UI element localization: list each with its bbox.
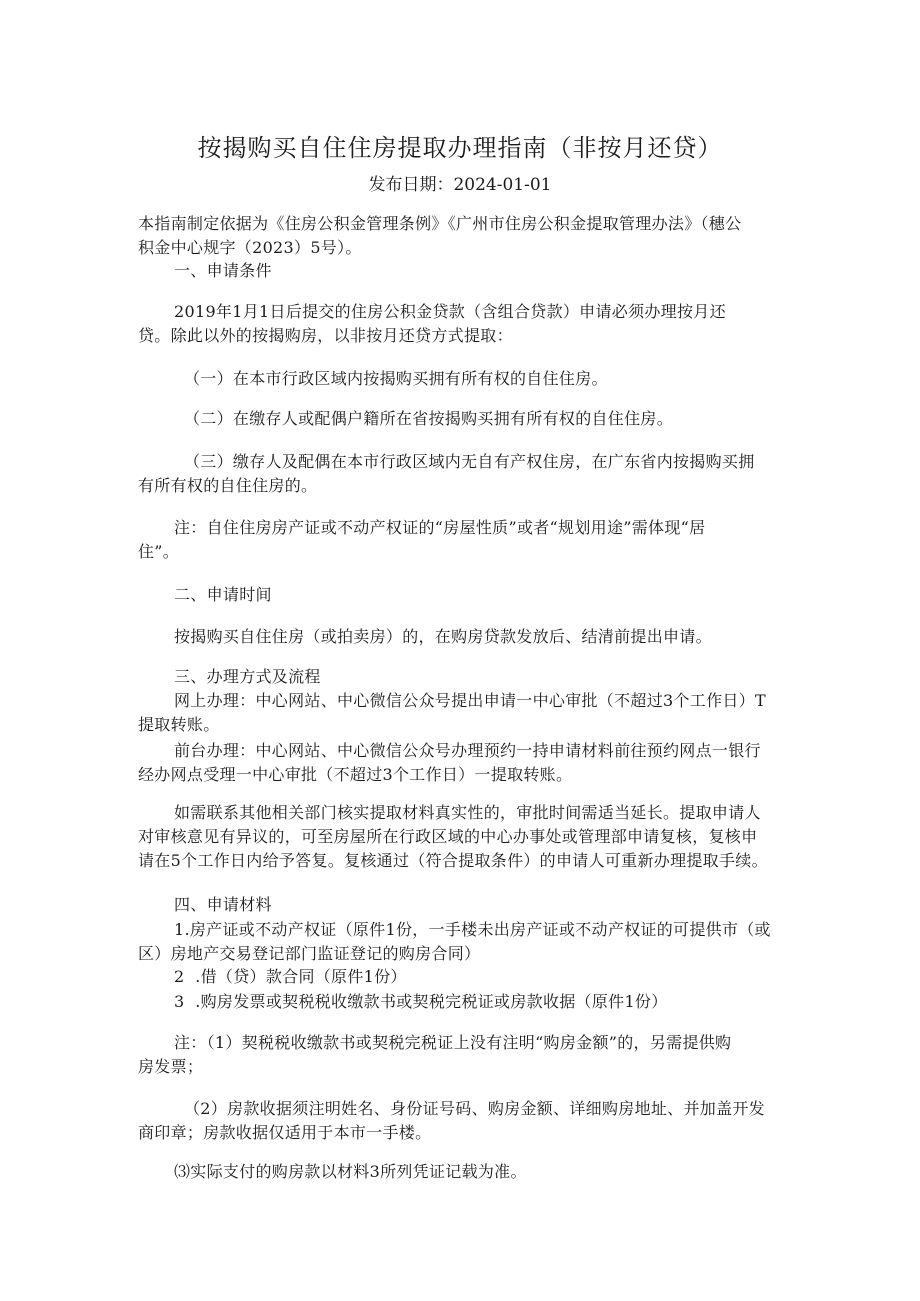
section4-note1-line-2: 房发票； bbox=[138, 1057, 204, 1076]
section1-note bbox=[138, 516, 798, 564]
basis-paragraph bbox=[138, 212, 798, 260]
section1-intro-line-2: 贷。除此以外的按揭购房，以非按月还贷方式提取： bbox=[138, 326, 513, 345]
section1-note-line-1: 注：自住住房房产证或不动产权证的“房屋性质”或者“规划用途”需体现“居 bbox=[174, 518, 706, 537]
section4-heading: 四、申请材料 bbox=[174, 895, 272, 914]
section3-counter-line-2: 经办网点受理一中心审批（不超过3个工作日）一提取转账。 bbox=[138, 765, 573, 784]
publish-date: 发布日期：2024-01-01 bbox=[368, 175, 552, 195]
section3-online-line-1: 网上办理：中心网站、中心微信公众号提出申请一中心审批（不超过3个工作日）T bbox=[174, 691, 766, 710]
section1-item3-line-2: 有所有权的自住住房的。 bbox=[138, 476, 318, 495]
section3-counter bbox=[138, 739, 798, 787]
section1-item3 bbox=[138, 450, 798, 498]
section3-review-line-2: 对审核意见有异议的，可至房屋所在行政区域的中心办事处或管理部申请复核，复核申 bbox=[138, 827, 758, 846]
basis-line-1: 本指南制定依据为《住房公积金管理条例》《广州市住房公积金提取管理办法》（穗公 bbox=[138, 214, 742, 233]
section1-item1: （一）在本市行政区域内按揭购买拥有所有权的自住住房。 bbox=[184, 369, 608, 388]
section4-material2: 2 .借（贷）款合同（原件1份） bbox=[174, 967, 407, 986]
section3-review-line-1: 如需联系其他相关部门核实提取材料真实性的，审批时间需适当延长。提取申请人 bbox=[174, 803, 761, 822]
section3-online bbox=[138, 689, 798, 737]
section1-intro-line-1: 2019年1月1日后提交的住房公积金贷款（含组合贷款）申请必须办理按月还 bbox=[174, 302, 726, 321]
section4-note1 bbox=[138, 1031, 798, 1079]
section4-material3: 3 .购房发票或契税税收缴款书或契税完税证或房款收据（原件1份） bbox=[174, 992, 668, 1011]
section4-note1-line-1: 注：（1）契税税收缴款书或契税完税证上没有注明“购房金额”的，另需提供购 bbox=[174, 1033, 732, 1052]
section4-note3: ⑶实际支付的购房款以材料3所列凭证记载为准。 bbox=[174, 1162, 527, 1181]
section4-note2-line-2: 商印章；房款收据仅适用于本市一手楼。 bbox=[138, 1123, 432, 1142]
section4-material1-line-1: 1.房产证或不动产权证（原件1份，一手楼未出房产证或不动产权证的可提供市（或 bbox=[174, 920, 771, 939]
section2-heading: 二、申请时间 bbox=[174, 585, 272, 604]
section1-item2: （二）在缴存人或配偶户籍所在省按揭购买拥有所有权的自住住房。 bbox=[184, 409, 674, 428]
section4-note2 bbox=[138, 1097, 798, 1145]
section3-counter-line-1: 前台办理：中心网站、中心微信公众号办理预约一持申请材料前往预约网点一银行 bbox=[174, 741, 761, 760]
section3-heading: 三、办理方式及流程 bbox=[174, 667, 321, 686]
section4-note2-line-1: （2）房款收据须注明姓名、身份证号码、购房金额、详细购房地址、并加盖开发 bbox=[184, 1099, 765, 1118]
section3-review bbox=[138, 801, 798, 873]
section3-review-line-3: 请在5个工作日内给予答复。复核通过（符合提取条件）的申请人可重新办理提取手续。 bbox=[138, 851, 768, 870]
section4-material1 bbox=[138, 918, 798, 966]
section1-note-line-2: 住”。 bbox=[138, 542, 180, 561]
section1-item3-line-1: （三）缴存人及配偶在本市行政区域内无自有产权住房，在广东省内按揭购买拥 bbox=[184, 452, 755, 471]
section4-material1-line-2: 区）房地产交易登记部门监证登记的购房合同） bbox=[138, 944, 481, 963]
basis-line-2: 积金中心规字（2023）5号）。 bbox=[138, 238, 362, 257]
section2-text: 按揭购买自住住房（或拍卖房）的，在购房贷款发放后、结清前提出申请。 bbox=[174, 627, 712, 646]
page-title: 按揭购买自住住房提取办理指南（非按月还贷） bbox=[197, 134, 723, 162]
section3-online-line-2: 提取转账。 bbox=[138, 715, 220, 734]
section1-intro bbox=[138, 300, 798, 348]
section1-heading: 一、申请条件 bbox=[174, 261, 272, 280]
